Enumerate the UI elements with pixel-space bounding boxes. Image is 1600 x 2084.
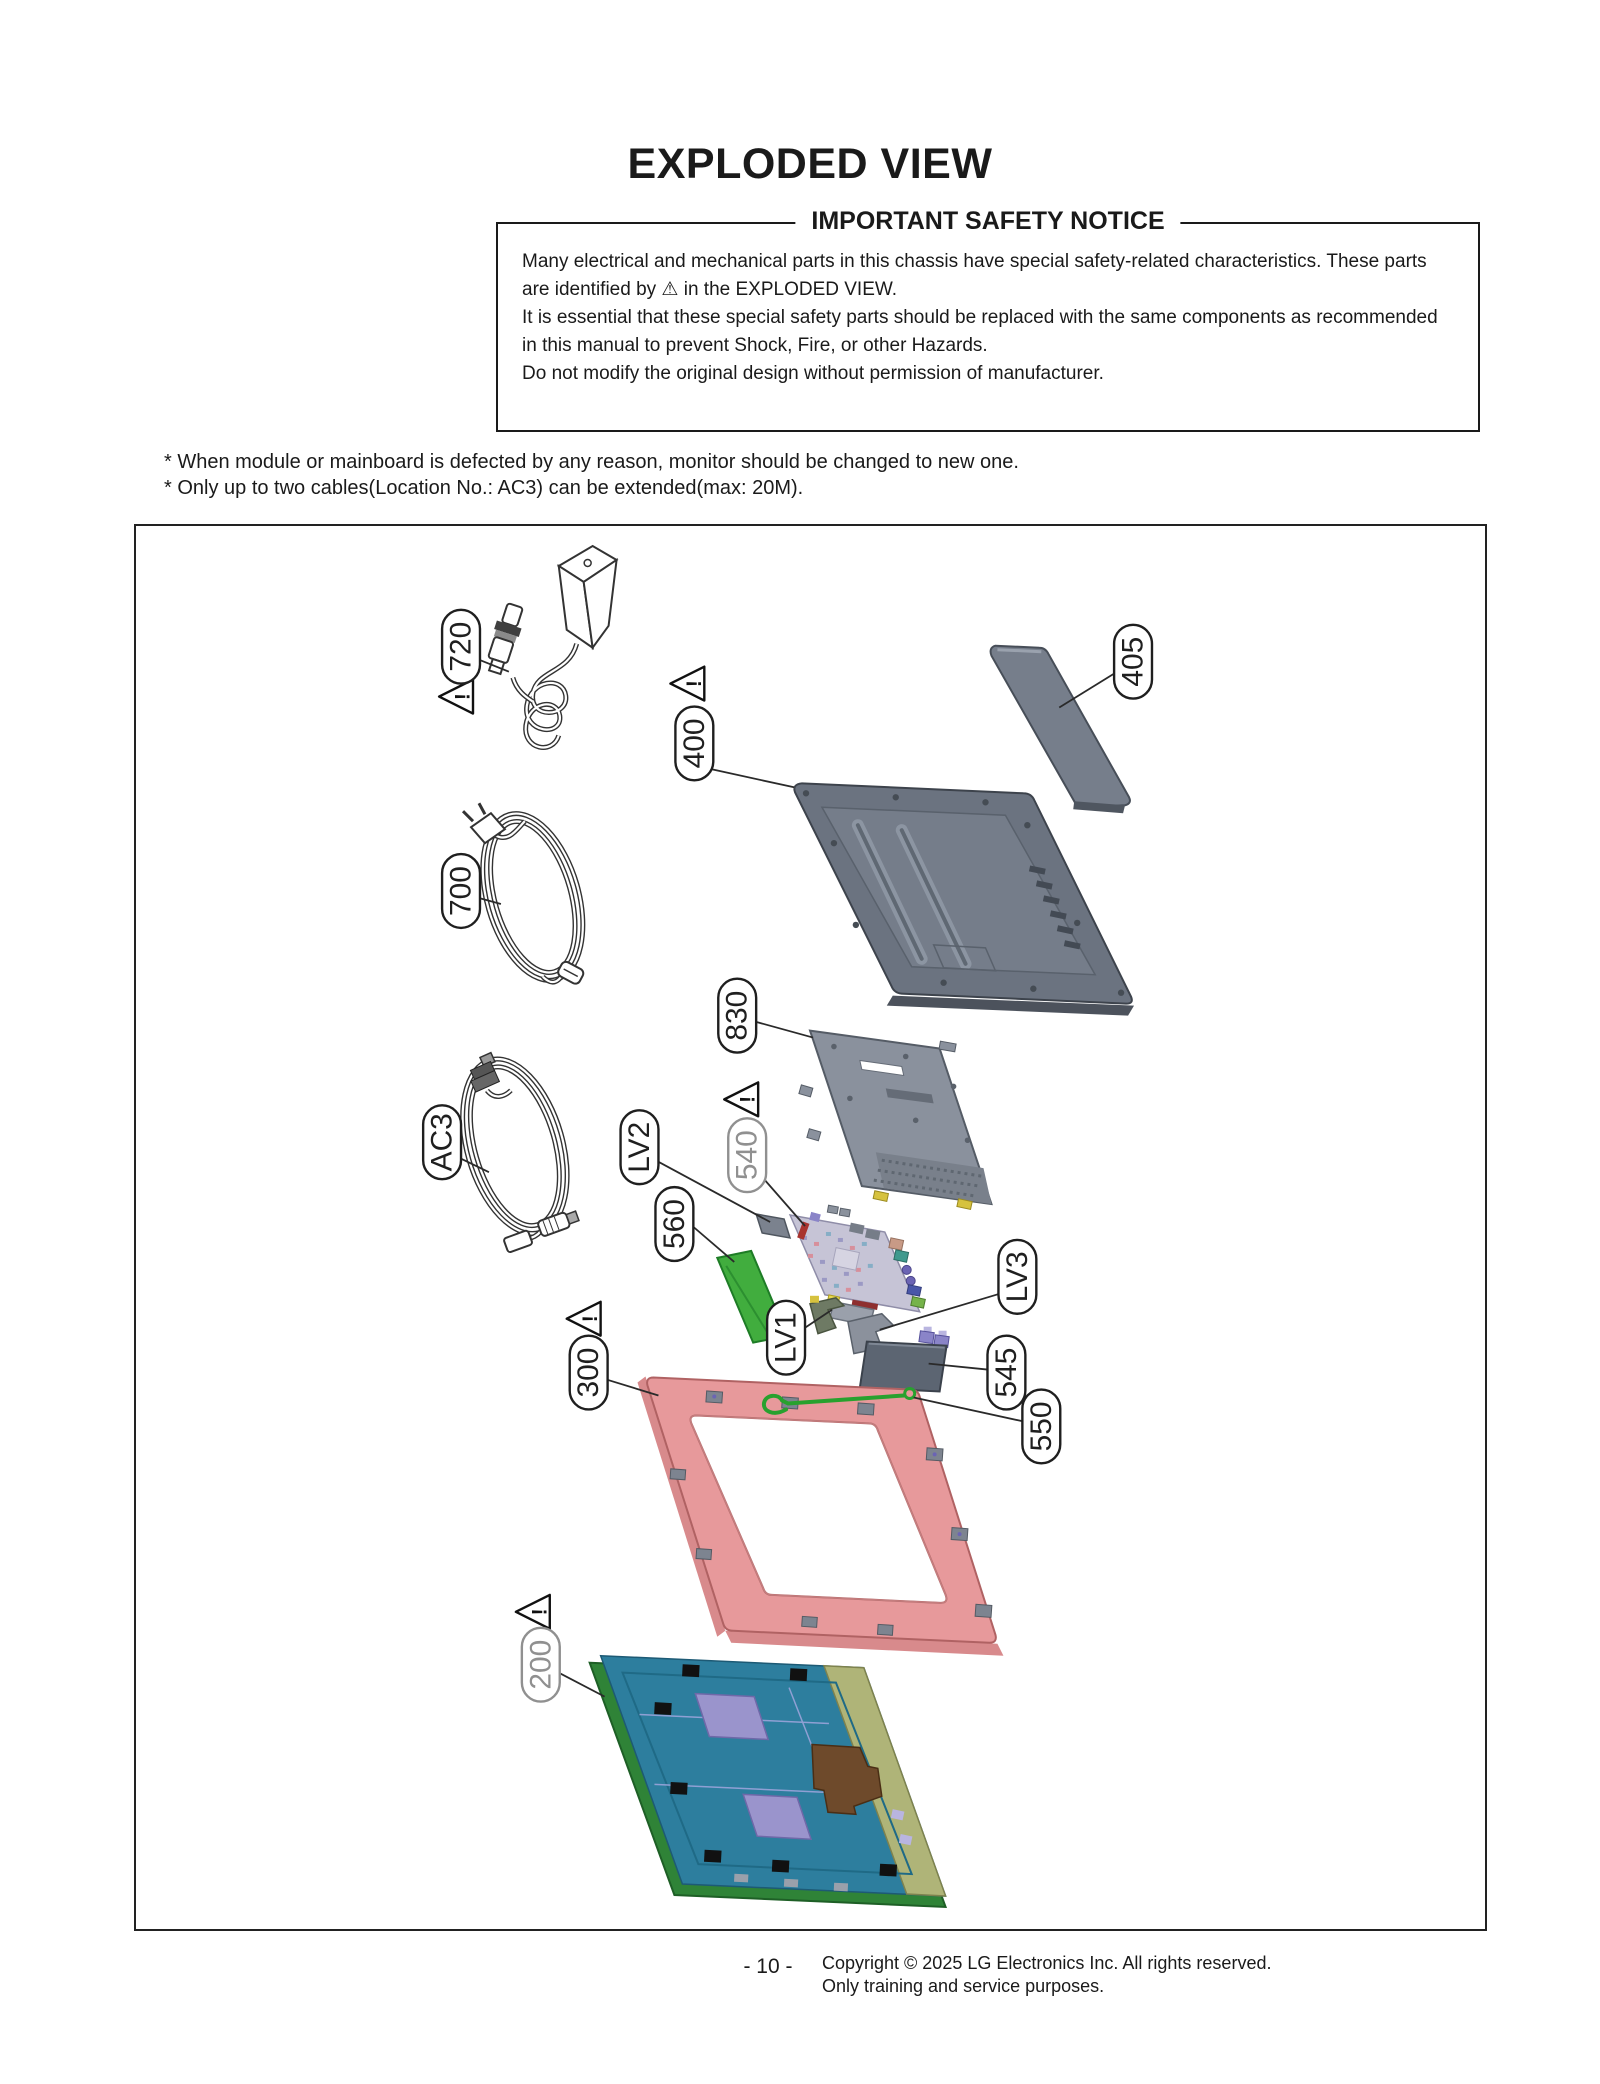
callout-text: 830 [720, 990, 754, 1041]
notice-line: It is essential that these special safety parts should be replaced with the same components as recommended [522, 307, 1438, 328]
callout-text: LV1 [769, 1312, 803, 1364]
callout-405 [1059, 625, 1152, 708]
page-number: - 10 - [743, 1955, 793, 1978]
callout-text: AC3 [425, 1113, 459, 1172]
callout-400 [670, 667, 794, 788]
callout-830 [718, 979, 813, 1053]
part-830-shield-plate [799, 1031, 992, 1210]
notice-line: Do not modify the original design without permission of manufacturer. [522, 363, 1104, 384]
safety-notice-box [496, 207, 1480, 432]
part-200-panel [590, 1656, 946, 1907]
part-720-power-adapter [481, 546, 616, 747]
callout-text: 700 [444, 866, 478, 916]
callout-text: 200 [524, 1639, 558, 1690]
svg-text:!: ! [736, 1095, 760, 1103]
callout-text: 400 [677, 718, 711, 769]
page-title: EXPLODED VIEW [627, 140, 993, 188]
callout-560 [655, 1187, 734, 1262]
svg-text:!: ! [579, 1315, 603, 1323]
callout-text: 300 [572, 1347, 606, 1398]
safety-notice-body [498, 224, 1478, 388]
safety-notice-heading: IMPORTANT SAFETY NOTICE [795, 207, 1180, 236]
notice-line: are identified by ⚠ in the EXPLODED VIEW. [522, 279, 898, 300]
callout-text: 405 [1116, 636, 1150, 687]
exploded-view-diagram [136, 526, 1485, 1929]
svg-text:!: ! [682, 680, 706, 688]
callout-text: 540 [730, 1130, 764, 1181]
copyright-line: Copyright © 2025 LG Electronics Inc. All rights reserved. [822, 1953, 1272, 1973]
svg-text:!: ! [451, 693, 475, 701]
part-405-cable-cover [991, 646, 1130, 814]
callout-text: 560 [657, 1199, 691, 1249]
copyright-line: Only training and service purposes. [822, 1976, 1105, 1996]
note-line: * When module or mainboard is defected by any reason, monitor should be changed to new one. [164, 451, 1019, 473]
svg-text:!: ! [528, 1608, 552, 1616]
dc-plug [481, 602, 527, 676]
notice-line: in this manual to prevent Shock, Fire, or other Hazards. [522, 335, 988, 356]
part-700-power-cord [463, 802, 601, 992]
callout-text: LV3 [1000, 1251, 1034, 1303]
exploded-view-diagram-frame [134, 524, 1487, 1931]
callout-text: 720 [444, 621, 478, 672]
note-line: * Only up to two cables(Location No.: AC3) can be extended(max: 20M). [164, 477, 804, 499]
callout-ac3 [423, 1105, 489, 1179]
part-400-rear-cover [794, 783, 1134, 1015]
notice-line: Many electrical and mechanical parts in this chassis have special safety-related characteristics. These parts [522, 251, 1427, 272]
callout-text: 550 [1024, 1401, 1058, 1452]
part-300-middle-frame [638, 1377, 1004, 1656]
callout-text: LV2 [623, 1121, 657, 1173]
callout-text: 545 [989, 1347, 1023, 1398]
part-ac3-cable [444, 1047, 585, 1253]
copyright [822, 1952, 1271, 1998]
callout-labels-layer [423, 610, 1152, 1702]
callout-200 [516, 1595, 605, 1702]
asterisk-notes [164, 449, 1019, 501]
